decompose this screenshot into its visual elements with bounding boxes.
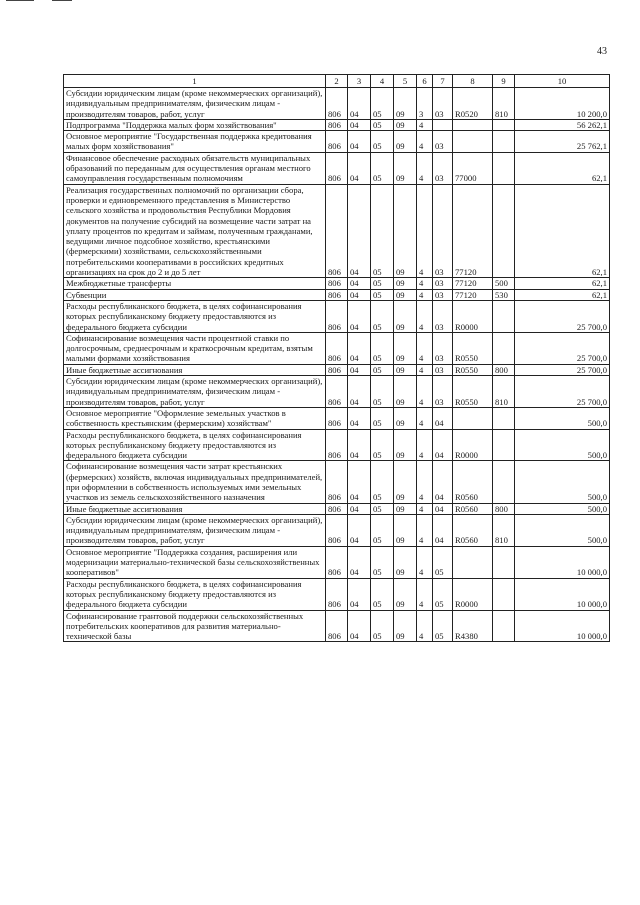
row-description: Основное мероприятие "Поддержка создания, расширения или модернизации материально-технической базы сельскохозяйственных кооперативов" [64,546,326,578]
cell-section-code: 04 [348,429,371,461]
cell-event-code: 03 [433,332,453,364]
cell-ministry-code: 806 [326,376,348,408]
cell-expense-type-code: 810 [493,514,515,546]
cell-ministry-code: 806 [326,514,348,546]
cell-amount: 25 762,1 [515,131,610,153]
cell-ministry-code: 806 [326,332,348,364]
cell-direction-code: R0000 [453,429,493,461]
cell-ministry-code: 806 [326,300,348,332]
cell-event-code: 03 [433,184,453,278]
header-col-6: 6 [417,75,433,88]
cell-expense-type-code [493,407,515,429]
cell-ministry-code: 806 [326,184,348,278]
cell-direction-code: R0550 [453,376,493,408]
cell-subsection-code: 05 [371,332,394,364]
cell-subprogram-code: 4 [417,300,433,332]
cell-subsection-code: 05 [371,184,394,278]
header-col-9: 9 [493,75,515,88]
cell-program-code: 09 [394,610,417,642]
table-row [64,289,610,300]
table-row [64,88,610,120]
table-row [64,300,610,332]
header-col-7: 7 [433,75,453,88]
cell-amount: 56 262,1 [515,119,610,130]
table-row [64,364,610,375]
cell-subsection-code: 05 [371,503,394,514]
table-row [64,184,610,278]
cell-event-code: 04 [433,461,453,503]
table-row [64,119,610,130]
cell-direction-code: R0550 [453,332,493,364]
cell-expense-type-code [493,429,515,461]
row-description: Финансовое обеспечение расходных обязательств муниципальных образований по переданным для осуществления органам местного самоуправления государственным полномочиям [64,152,326,184]
cell-amount: 25 700,0 [515,300,610,332]
cell-ministry-code: 806 [326,88,348,120]
cell-subsection-code: 05 [371,610,394,642]
cell-program-code: 09 [394,407,417,429]
cell-event-code: 04 [433,514,453,546]
row-description: Расходы республиканского бюджета, в целях софинансирования которых республиканскому бюджету предоставляются из федерального бюджета субсидии [64,300,326,332]
table-row [64,332,610,364]
cell-expense-type-code: 530 [493,289,515,300]
cell-section-code: 04 [348,332,371,364]
table-row [64,278,610,289]
cell-amount: 62,1 [515,152,610,184]
header-col-3: 3 [348,75,371,88]
cell-expense-type-code: 810 [493,88,515,120]
cell-direction-code: R0000 [453,578,493,610]
corner-scan-mark-left [6,0,34,1]
cell-subprogram-code: 4 [417,407,433,429]
cell-subsection-code: 05 [371,300,394,332]
row-description: Иные бюджетные ассигнования [64,503,326,514]
cell-section-code: 04 [348,119,371,130]
header-col-2: 2 [326,75,348,88]
table-body [64,88,610,642]
cell-subprogram-code: 4 [417,332,433,364]
cell-direction-code: R0520 [453,88,493,120]
cell-program-code: 09 [394,578,417,610]
cell-ministry-code: 806 [326,461,348,503]
cell-event-code: 03 [433,376,453,408]
cell-amount: 500,0 [515,503,610,514]
cell-amount: 25 700,0 [515,332,610,364]
cell-ministry-code: 806 [326,546,348,578]
cell-direction-code: R0560 [453,503,493,514]
cell-amount: 10 000,0 [515,546,610,578]
cell-event-code: 03 [433,364,453,375]
cell-subsection-code: 05 [371,364,394,375]
row-description: Субсидии юридическим лицам (кроме некоммерческих организаций), индивидуальным предпринимателям, физическим лицам - производителям товаров, работ, услуг [64,88,326,120]
cell-section-code: 04 [348,88,371,120]
cell-program-code: 09 [394,131,417,153]
cell-ministry-code: 806 [326,429,348,461]
cell-subprogram-code: 4 [417,546,433,578]
cell-direction-code: R0550 [453,364,493,375]
cell-subprogram-code: 4 [417,578,433,610]
cell-subprogram-code: 4 [417,514,433,546]
cell-direction-code [453,407,493,429]
budget-table [63,74,610,642]
cell-amount: 500,0 [515,514,610,546]
cell-event-code: 04 [433,407,453,429]
cell-amount: 25 700,0 [515,376,610,408]
cell-section-code: 04 [348,131,371,153]
cell-ministry-code: 806 [326,289,348,300]
cell-program-code: 09 [394,376,417,408]
table-row [64,503,610,514]
row-description: Софинансирование грантовой поддержки сельскохозяйственных потребительских кооперативов для развития материально-технической базы [64,610,326,642]
cell-expense-type-code [493,119,515,130]
cell-expense-type-code [493,300,515,332]
cell-expense-type-code [493,461,515,503]
cell-section-code: 04 [348,546,371,578]
cell-program-code: 09 [394,503,417,514]
row-description: Иные бюджетные ассигнования [64,364,326,375]
table-row [64,407,610,429]
cell-section-code: 04 [348,289,371,300]
cell-subsection-code: 05 [371,131,394,153]
cell-ministry-code: 806 [326,364,348,375]
cell-event-code [433,119,453,130]
cell-subprogram-code: 4 [417,289,433,300]
cell-subsection-code: 05 [371,119,394,130]
cell-expense-type-code [493,610,515,642]
cell-ministry-code: 806 [326,119,348,130]
cell-section-code: 04 [348,152,371,184]
cell-section-code: 04 [348,578,371,610]
row-description: Основное мероприятие "Государственная поддержка кредитования малых форм хозяйствования" [64,131,326,153]
cell-subprogram-code: 4 [417,152,433,184]
table-row [64,429,610,461]
cell-program-code: 09 [394,429,417,461]
cell-program-code: 09 [394,332,417,364]
cell-program-code: 09 [394,88,417,120]
row-description: Расходы республиканского бюджета, в целях софинансирования которых республиканскому бюджету предоставляются из федерального бюджета субсидии [64,578,326,610]
cell-subprogram-code: 4 [417,429,433,461]
cell-expense-type-code: 810 [493,376,515,408]
cell-subprogram-code: 4 [417,278,433,289]
table-row [64,514,610,546]
cell-direction-code [453,119,493,130]
cell-subprogram-code: 3 [417,88,433,120]
cell-expense-type-code: 800 [493,364,515,375]
cell-ministry-code: 806 [326,152,348,184]
cell-amount: 62,1 [515,184,610,278]
header-col-5: 5 [394,75,417,88]
cell-direction-code: R0560 [453,514,493,546]
cell-amount: 500,0 [515,461,610,503]
cell-subprogram-code: 4 [417,364,433,375]
cell-section-code: 04 [348,503,371,514]
table-row [64,376,610,408]
cell-subprogram-code: 4 [417,461,433,503]
cell-program-code: 09 [394,119,417,130]
cell-event-code: 03 [433,88,453,120]
cell-section-code: 04 [348,514,371,546]
cell-event-code: 05 [433,546,453,578]
cell-subsection-code: 05 [371,278,394,289]
cell-amount: 25 700,0 [515,364,610,375]
cell-event-code: 03 [433,289,453,300]
cell-ministry-code: 806 [326,610,348,642]
cell-event-code: 03 [433,131,453,153]
cell-expense-type-code [493,332,515,364]
row-description: Реализация государственных полномочий по организации сбора, проверки и единовременного представления в Министерство сельского хозяйства и продовольствия Республики Мордовия документов на получение субсидий на возмещение части затрат на уплату процентов по кредитам и займам, полученным гражданами, ведущими личное подсобное хозяйство, крестьянскими (фермерскими) хозяйствами, сельскохозяйственными потребительскими кооперативами в российских кредитных организациях на срок до 2 и до 5 лет [64,184,326,278]
cell-amount: 500,0 [515,429,610,461]
cell-ministry-code: 806 [326,131,348,153]
cell-section-code: 04 [348,407,371,429]
row-description: Подпрограмма "Поддержка малых форм хозяйствования" [64,119,326,130]
cell-subprogram-code: 4 [417,131,433,153]
table-row [64,131,610,153]
row-description: Субсидии юридическим лицам (кроме некоммерческих организаций), индивидуальным предпринимателям, физическим лицам - производителям товаров, работ, услуг [64,514,326,546]
cell-subsection-code: 05 [371,152,394,184]
cell-direction-code: 77000 [453,152,493,184]
cell-program-code: 09 [394,461,417,503]
cell-amount: 10 000,0 [515,610,610,642]
table-row [64,461,610,503]
cell-expense-type-code [493,131,515,153]
row-description: Софинансирование возмещения части затрат крестьянских (фермерских) хозяйств, включая индивидуальных предпринимателей, при оформлении в собственность используемых ими земельных участков из земель сельскохозяйственного назначения [64,461,326,503]
cell-direction-code: R0000 [453,300,493,332]
cell-event-code: 03 [433,300,453,332]
cell-section-code: 04 [348,300,371,332]
cell-amount: 62,1 [515,289,610,300]
cell-ministry-code: 806 [326,407,348,429]
cell-subsection-code: 05 [371,514,394,546]
cell-direction-code [453,546,493,578]
cell-direction-code: R4380 [453,610,493,642]
row-description: Основное мероприятие "Оформление земельных участков в собственность крестьянским (фермерским) хозяйствам" [64,407,326,429]
cell-subsection-code: 05 [371,546,394,578]
table-row [64,152,610,184]
cell-amount: 62,1 [515,278,610,289]
row-description: Субвенции [64,289,326,300]
cell-ministry-code: 806 [326,278,348,289]
cell-direction-code: R0560 [453,461,493,503]
cell-subprogram-code: 4 [417,503,433,514]
cell-event-code: 05 [433,610,453,642]
cell-expense-type-code: 800 [493,503,515,514]
cell-section-code: 04 [348,461,371,503]
header-col-8: 8 [453,75,493,88]
cell-section-code: 04 [348,278,371,289]
cell-event-code: 04 [433,503,453,514]
cell-ministry-code: 806 [326,503,348,514]
cell-program-code: 09 [394,514,417,546]
table-row [64,578,610,610]
cell-subsection-code: 05 [371,376,394,408]
header-col-1: 1 [64,75,326,88]
cell-event-code: 03 [433,152,453,184]
page-number: 43 [597,46,607,57]
cell-expense-type-code [493,578,515,610]
header-col-4: 4 [371,75,394,88]
cell-section-code: 04 [348,610,371,642]
cell-section-code: 04 [348,184,371,278]
cell-section-code: 04 [348,376,371,408]
cell-direction-code: 77120 [453,289,493,300]
cell-subsection-code: 05 [371,578,394,610]
cell-event-code: 04 [433,429,453,461]
cell-subsection-code: 05 [371,461,394,503]
cell-program-code: 09 [394,300,417,332]
cell-ministry-code: 806 [326,578,348,610]
cell-subsection-code: 05 [371,407,394,429]
cell-subprogram-code: 4 [417,184,433,278]
cell-expense-type-code [493,152,515,184]
cell-subsection-code: 05 [371,88,394,120]
header-col-10: 10 [515,75,610,88]
cell-subprogram-code: 4 [417,376,433,408]
row-description: Субсидии юридическим лицам (кроме некоммерческих организаций), индивидуальным предпринимателям, физическим лицам - производителям товаров, работ, услуг [64,376,326,408]
row-description: Межбюджетные трансферты [64,278,326,289]
cell-event-code: 05 [433,578,453,610]
cell-expense-type-code [493,546,515,578]
cell-expense-type-code: 500 [493,278,515,289]
cell-program-code: 09 [394,546,417,578]
cell-direction-code: 77120 [453,184,493,278]
row-description: Расходы республиканского бюджета, в целях софинансирования которых республиканскому бюджету предоставляются из федерального бюджета субсидии [64,429,326,461]
cell-subsection-code: 05 [371,429,394,461]
cell-program-code: 09 [394,278,417,289]
cell-amount: 10 200,0 [515,88,610,120]
cell-event-code: 03 [433,278,453,289]
cell-subprogram-code: 4 [417,119,433,130]
cell-subprogram-code: 4 [417,610,433,642]
corner-scan-mark-right [52,0,72,1]
cell-program-code: 09 [394,289,417,300]
cell-program-code: 09 [394,364,417,375]
cell-direction-code: 77120 [453,278,493,289]
cell-program-code: 09 [394,184,417,278]
table-row [64,546,610,578]
cell-amount: 500,0 [515,407,610,429]
cell-direction-code [453,131,493,153]
cell-program-code: 09 [394,152,417,184]
row-description: Софинансирование возмещения части процентной ставки по долгосрочным, среднесрочным и краткосрочным кредитам, взятым малыми формами хозяйствования [64,332,326,364]
cell-amount: 10 000,0 [515,578,610,610]
cell-subsection-code: 05 [371,289,394,300]
cell-expense-type-code [493,184,515,278]
table-row [64,610,610,642]
cell-section-code: 04 [348,364,371,375]
table-header-row [64,75,610,88]
